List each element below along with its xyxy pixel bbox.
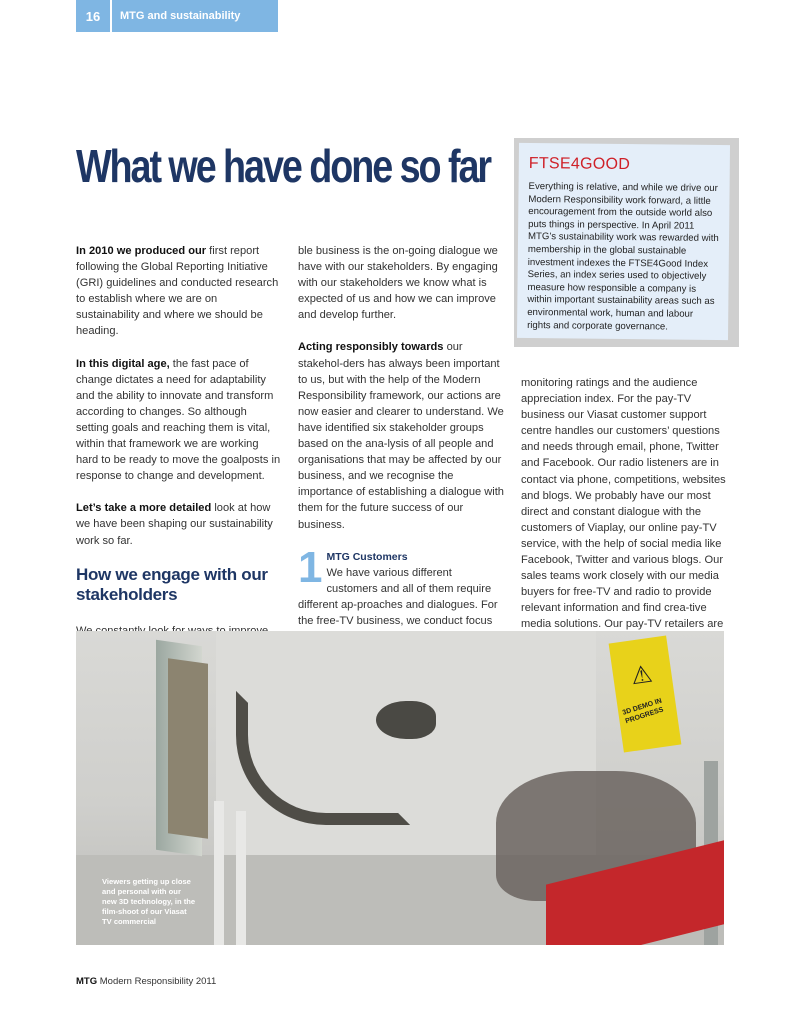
photo-tv-screen <box>168 658 208 839</box>
customers-text: We have various different customers and all of them require different ap-proaches and dialogues. For the free-TV business, we conduct focus <box>298 566 498 627</box>
page-footer <box>76 976 216 987</box>
paragraph-lead: Let’s take a more detailed <box>76 502 212 515</box>
ftse4good-title: FTSE4GOOD <box>528 155 631 174</box>
paragraph-lead: In 2010 we produced our <box>76 245 207 257</box>
dropcap-number: 1 <box>298 542 323 592</box>
paragraph-body: look at how we have been shaping our sustainability work so far. <box>76 502 273 547</box>
paragraph-detailed-look <box>76 500 282 548</box>
page-number: 16 <box>85 8 101 24</box>
paragraph-improve-part2: ble business is the on-going dialogue we have with our stakeholders. By engaging with our stakeholders we know what is expected of us and how we can improve and develop further. <box>298 245 498 322</box>
warning-icon: ⚠ <box>629 660 655 691</box>
footer-text: Modern Responsibility 2011 <box>97 976 217 987</box>
paragraph-lead: Acting responsibly towards <box>298 341 444 354</box>
photo-tv-stand <box>236 811 246 945</box>
footer-brand: MTG <box>76 976 98 987</box>
photo-sign-text: 3D DEMO IN PROGRESS <box>621 697 665 726</box>
paragraph-gri <box>76 243 282 340</box>
customers-title: MTG Customers <box>326 550 408 563</box>
paragraph-body: our stakehol-ders has always been important to us, but with the help of the Modern Responsibility framework, our actions are now easier and clearer to understand. We have identified six stakeholder groups based on the ana-lysis of all people and organisations that may be affected by our business, and we recognise the importance of establishing a dialogue with them for the future success of our business. <box>298 341 504 531</box>
photo-3d-demo <box>76 631 724 945</box>
photo-warning-sign <box>609 635 682 752</box>
page-header-tab <box>76 0 278 32</box>
customers-text-continued: monitoring ratings and the audience appreciation index. For the pay-TV business our Viasat customer support centre handles our customers’ questions and needs through email, phone, Twitter and Facebook. Our radio listeners are in contact via phone, competitions, websites and blogs. We probably have our most direct and constant dialogue with the customers of Viaplay, our online pay-TV service, with the help of social media like Facebook, Twitter and various blogs. Our sales teams work closely with our media buyers for free-TV and radio to provide relevant information and find crea-tive media solutions. Our pay-TV retailers are <box>521 377 726 631</box>
paragraph-acting-responsibly <box>298 339 504 532</box>
photo-tv-stand <box>214 801 224 945</box>
section-name: MTG and sustainability <box>120 10 241 22</box>
photo-caption: Viewers getting up close and personal with our new 3D technology, in the film-shoot of our Viasat TV commercial <box>102 877 196 926</box>
paragraph-lead: In this digital age, <box>76 357 170 370</box>
paragraph-digital-age <box>76 356 282 485</box>
column-1 <box>76 243 282 687</box>
page-title: What we have done so far <box>76 140 491 192</box>
photo-snake-head <box>376 701 436 739</box>
ftse4good-box <box>517 143 730 340</box>
ftse4good-text: Everything is relative, and while we drive our Modern Responsibility work forward, a little encouragement from the outside world also puts things in perspective. In April 2011 MTG’s sustainability work was rewarded with membership in the global sustainable investment indexes the FTSE4Good Index Series, an index series used to objectively measure how responsible a company is within important sustainability areas such as environmental work, human and labour rights and corporate governance. <box>527 181 719 333</box>
paragraph-body: first report following the Global Reporting Initiative (GRI) guidelines and conducted research to establish where we are on sustainability and where we should be heading. <box>76 245 279 338</box>
section-heading: How we engage with our stakeholders <box>76 564 268 604</box>
paragraph-body: the fast pace of change dictates a need for adaptability and the ability to innovate and transform according to changes. So although setting goals and reaching them is vital, within that framework we are working hard to be ready to move the goalposts in response to change and development. <box>76 357 281 483</box>
